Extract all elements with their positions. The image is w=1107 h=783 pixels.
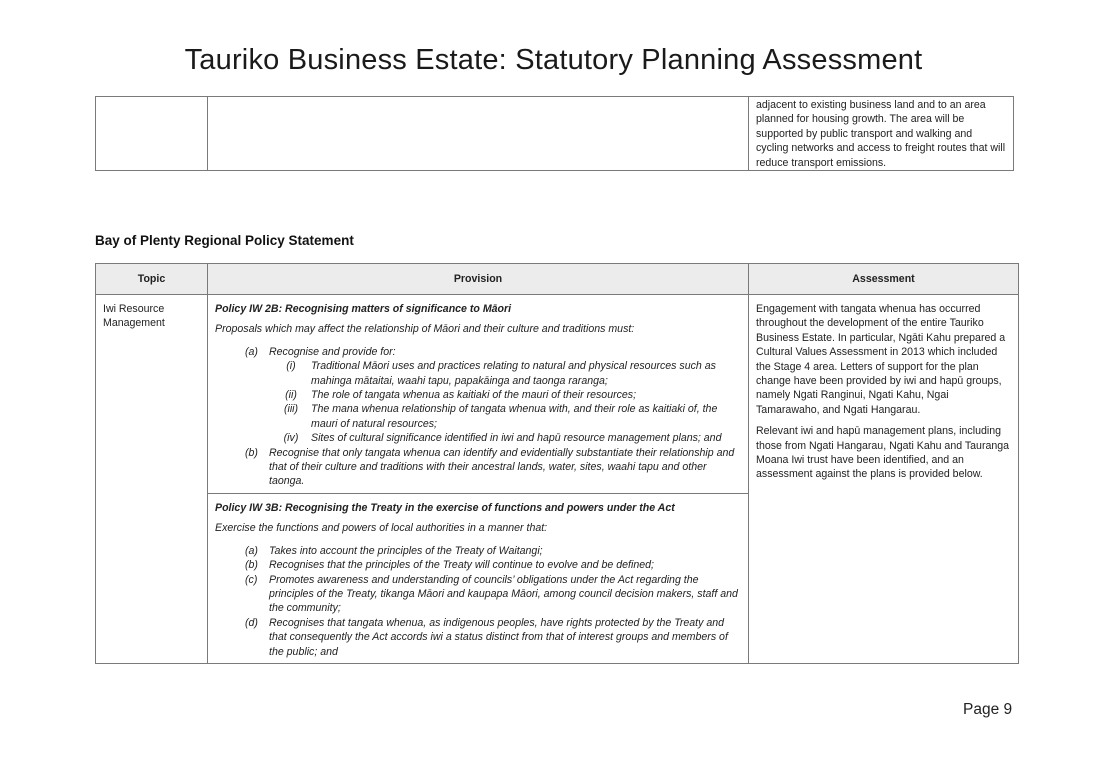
header-assessment: Assessment — [749, 264, 1019, 295]
list-text: Recognises that tangata whenua, as indigenous peoples, have rights protected by the Treaty and that consequently the Act accords iwi a status distinct from that of interest groups and members of the public; and — [269, 616, 728, 658]
sub-list-item — [215, 359, 741, 388]
list-label: (b) — [245, 446, 258, 459]
list-item — [215, 446, 741, 489]
sub-list-label: (i) — [286, 360, 296, 373]
table-header-row — [96, 264, 1019, 295]
provision-cell — [208, 97, 749, 171]
page-title: Tauriko Business Estate: Statutory Planning Assessment — [184, 44, 923, 76]
list-text: Recognise that only tangata whenua can identify and evidentially substantiate their relationship and that of their culture and traditions with their ancestral lands, water, sites, waahi tapu and other taonga. — [269, 446, 735, 488]
list-label: (d) — [245, 616, 258, 629]
topic-cell — [96, 295, 208, 664]
list-label: (a) — [245, 544, 258, 557]
provision-cell-policy-iw-2b — [208, 295, 749, 494]
policy-table — [95, 263, 1019, 664]
policy-intro: Proposals which may affect the relationship of Māori and their culture and traditions must: — [215, 323, 635, 336]
list-text: Recognise and provide for: — [269, 345, 396, 358]
assessment-paragraph: Relevant iwi and hapū management plans, including those from Ngati Hangarau, Ngati Kahu and Tauranga Moana Iwi trust have been identified, and an assessment against the plans is provided below. — [756, 425, 1010, 481]
list-text: Recognises that the principles of the Treaty will continue to evolve and be defined; — [269, 559, 654, 572]
list-label: (c) — [245, 573, 258, 586]
sub-list-text: The mana whenua relationship of tangata whenua with, and their role as kaitiaki of, the mauri of natural resources; — [311, 403, 718, 430]
sub-list-label: (iii) — [283, 403, 299, 416]
continuation-table — [95, 96, 1014, 171]
list-item — [215, 558, 741, 572]
topic-cell — [96, 97, 208, 171]
policy-title: Policy IW 3B: Recognising the Treaty in the exercise of functions and powers under the Act — [215, 501, 675, 514]
topic-text: Iwi Resource Management — [103, 303, 165, 330]
sub-list-item — [215, 388, 741, 402]
sub-list-label: (ii) — [285, 389, 297, 402]
list-label: (a) — [245, 345, 258, 358]
policy-title: Policy IW 2B: Recognising matters of significance to Māori — [215, 303, 512, 315]
page-number: Page 9 — [963, 701, 1013, 718]
list-item — [215, 616, 741, 659]
table-row — [96, 295, 1019, 494]
sub-list-text: Traditional Māori uses and practices relating to natural and physical resources such as mahinga mātaitai, waahi tapu, papakāinga and taonga raranga; — [311, 360, 716, 387]
table-row — [96, 97, 1014, 171]
sub-list-text: Sites of cultural significance identified in iwi and hapū resource management plans; and — [311, 432, 722, 445]
assessment-paragraph: Engagement with tangata whenua has occurred throughout the development of the entire Tauriko Business Estate. In particular, Ngāti Kahu prepared a Cultural Values Assessment in 2013 which included the Stage 4 area. Letters of support for the plan change have been provided by iwi and hapū groups, namely Ngati Ranginui, Ngati Kahu, Ngai Tamarawaho, and Ngati Hangarau. — [756, 303, 1006, 416]
section-heading: Bay of Plenty Regional Policy Statement — [95, 233, 354, 248]
sub-list-item — [215, 431, 741, 445]
provision-cell-policy-iw-3b — [208, 493, 749, 663]
list-text: Promotes awareness and understanding of councils’ obligations under the Act regarding the principles of the Treaty, tikanga Māori and kaupapa Māori, among council decision makers, staff and the community; — [269, 573, 738, 615]
header-topic: Topic — [96, 264, 208, 295]
list-text: Takes into account the principles of the Treaty of Waitangi; — [269, 544, 543, 557]
sub-list-item — [215, 402, 741, 431]
policy-intro: Exercise the functions and powers of local authorities in a manner that: — [215, 522, 548, 535]
list-item — [215, 345, 741, 359]
assessment-text: adjacent to existing business land and to an area planned for housing growth. The area will be supported by public transport and walking and cycling networks and access to freight routes that will reduce transport emissions. — [756, 99, 1006, 169]
list-label: (b) — [245, 559, 258, 572]
assessment-cell — [749, 97, 1014, 171]
sub-list-text: The role of tangata whenua as kaitiaki of the mauri of their resources; — [311, 389, 637, 402]
sub-list-label: (iv) — [283, 432, 299, 445]
list-item — [215, 573, 741, 616]
assessment-cell — [749, 295, 1019, 664]
header-provision: Provision — [208, 264, 749, 295]
list-item — [215, 544, 741, 558]
